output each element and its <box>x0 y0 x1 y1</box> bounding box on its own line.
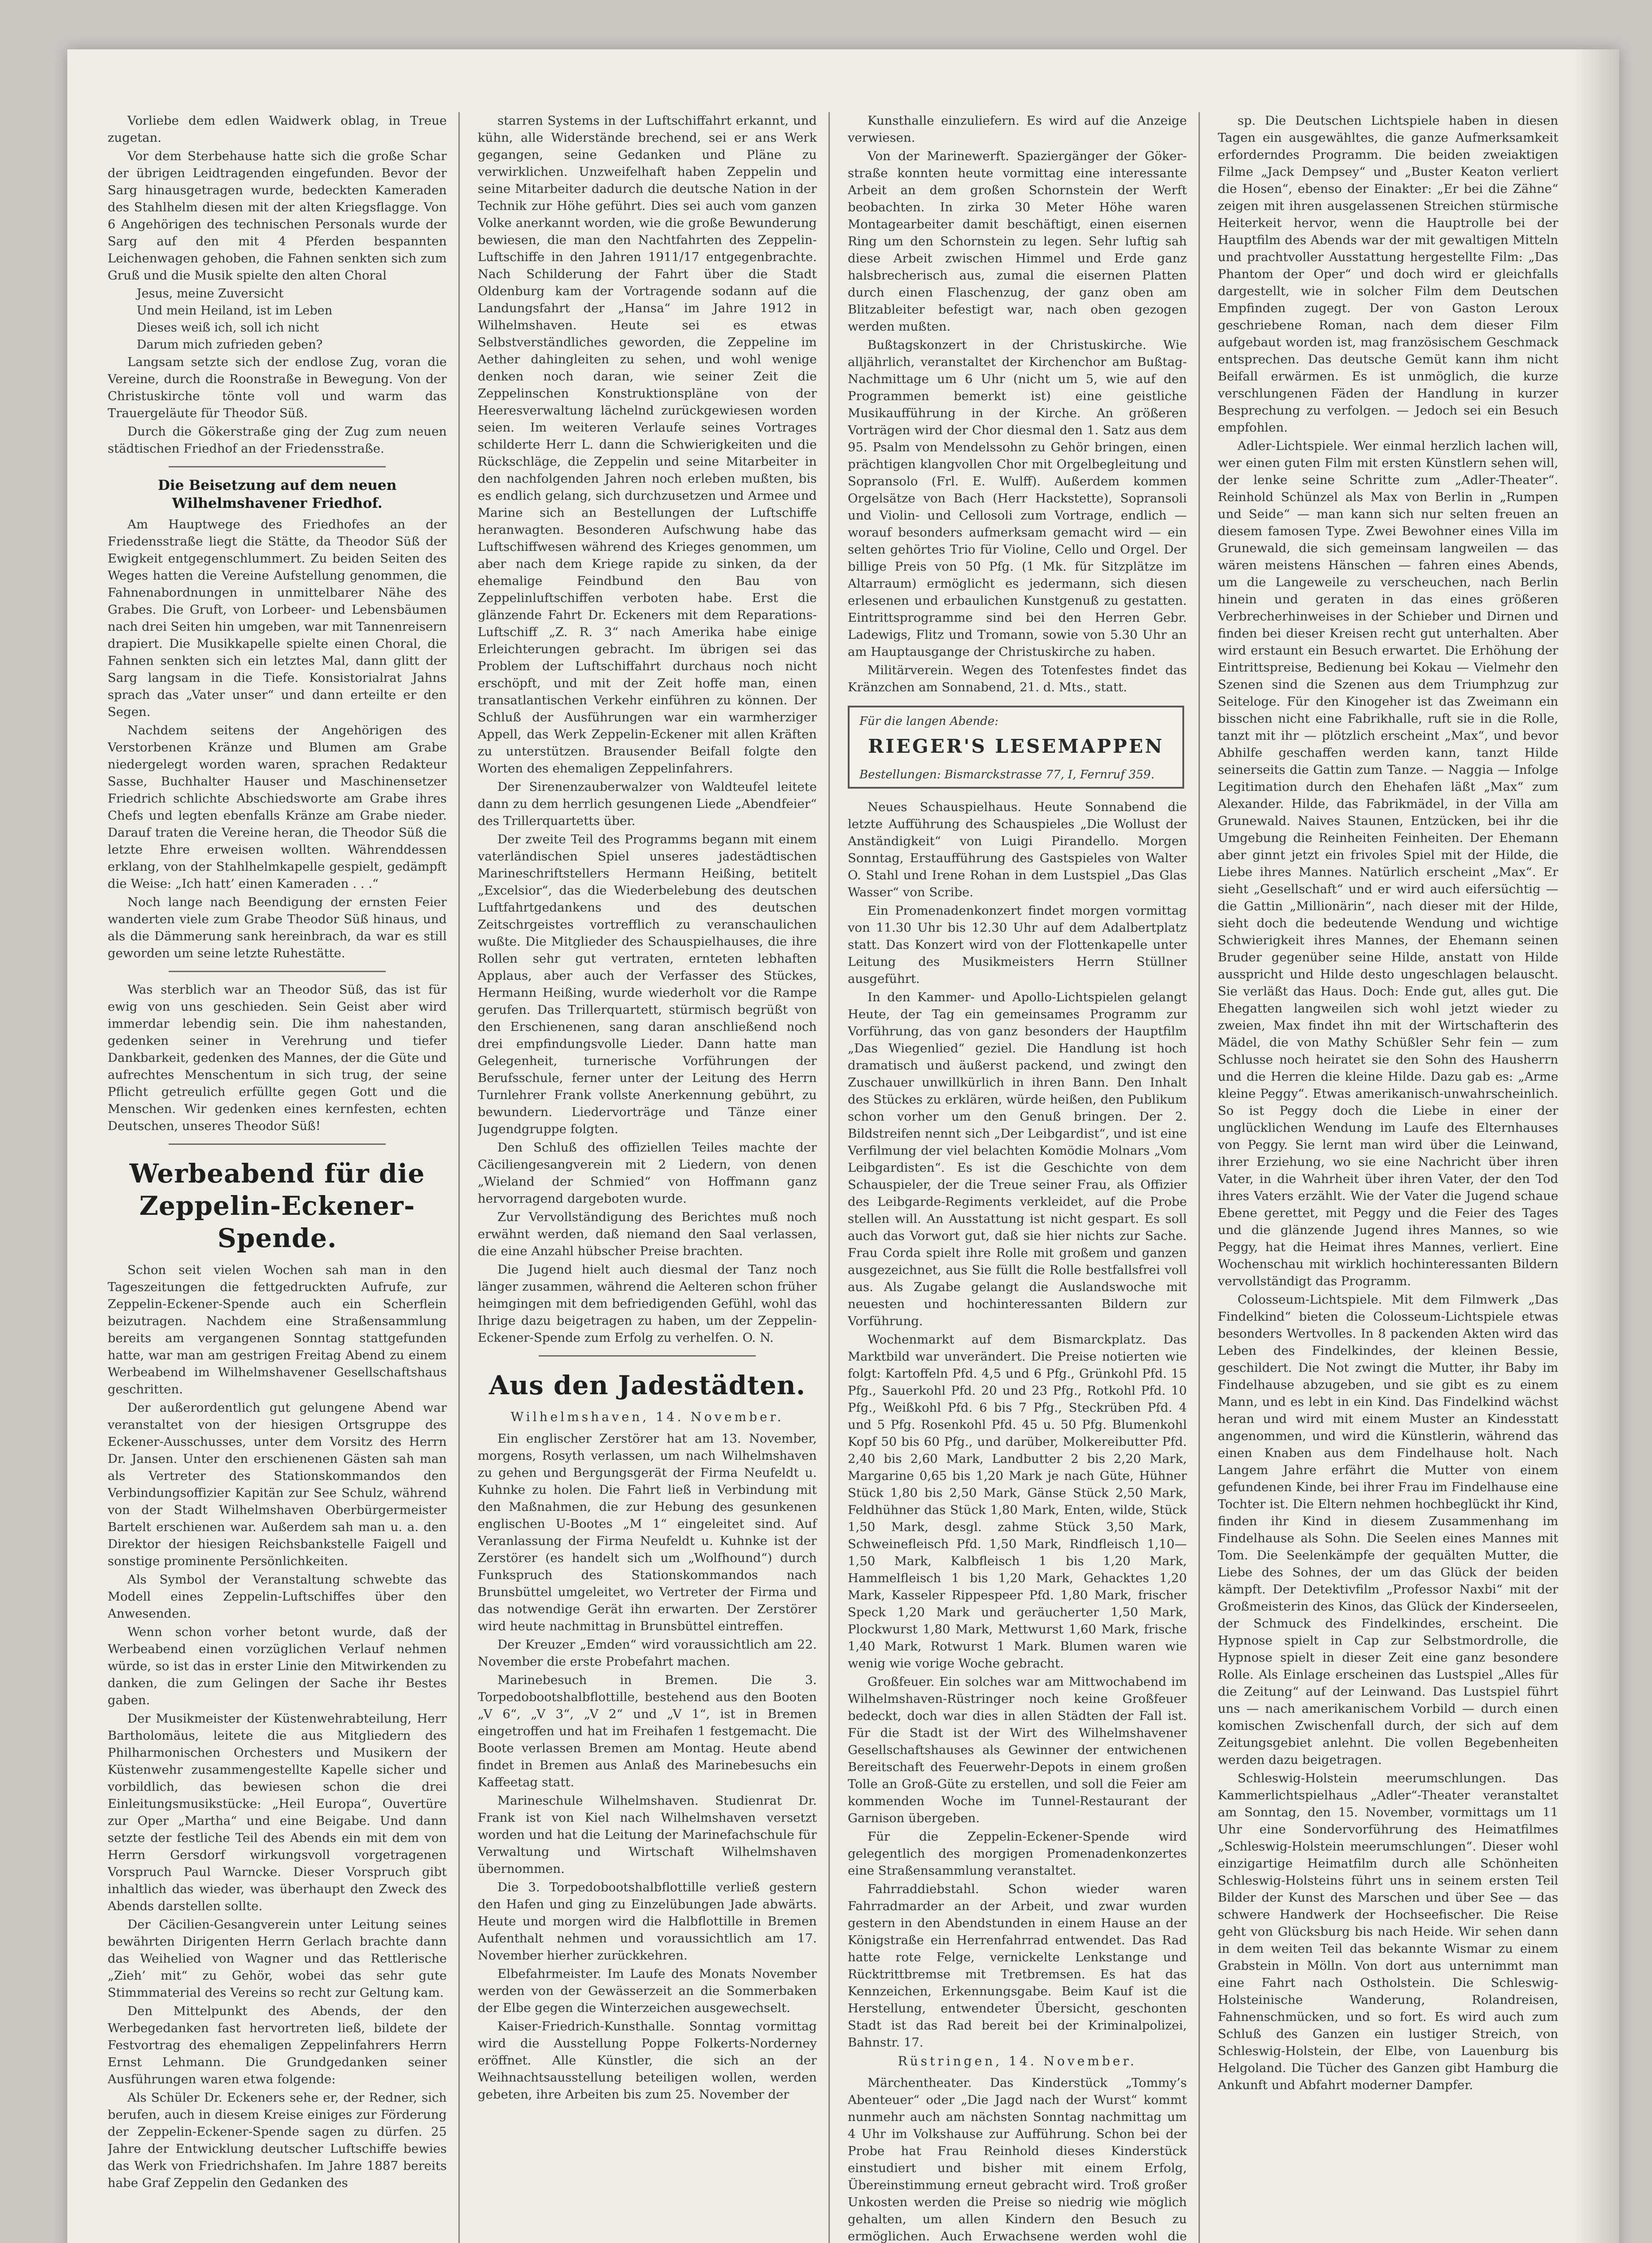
column-container <box>108 112 1570 2243</box>
article-heading: Die Beisetzung auf dem neuen Wilhelmshavener Friedhof. <box>157 477 397 511</box>
article-paragraph: Vor dem Sterbehause hatte sich die große Schar der übrigen Leidtragenden eingefunden. Bevor der Sarg hinausgetragen wurde, bedeckten Kameraden des Stahlhelm diesen mit der alten Kriegsflagge. Von 6 Angehörigen des technischen Personals wurde der Sarg auf den mit 4 Pferden bespannten Leichenwagen gehoben, die Fahnen senkten sich zum Gruß und die Musik spielte den alten Choral <box>108 149 447 283</box>
verse-line: Darum mich zufrieden geben? <box>136 338 323 352</box>
divider-rule <box>539 1355 756 1357</box>
article-paragraph: In den Kammer- und Apollo-Lichtspielen gelangt Heute, der Tag ein gemeinsames Programm zur Vorführung, das von ganz besonders der Hauptfilm „Das Wiegenlied“ geziel. Die Handlung ist hoch dramatisch und äußerst packend, und zwingt den Zuschauer unwillkürlich in ihren Bann. Den Inhalt des Stückes zu erklären, würde heißen, den Publikum schon vorher um den Genuß bringen. Der 2. Bildstreifen nennt sich „Der Leibgardist“, und ist eine Verfilmung der viel belachten Komödie Molnars „Vom Leibgardisten“. Es ist die Geschichte von dem Schauspieler, der die Treue seiner Frau, als Offizier des Leibgarde-Regiments verkleidet, auf die Probe stellen will. An Ausstattung ist nicht gespart. Es soll auch das Vorwort gut, daß sie hier nichts zur Sache. Frau Corda spielt ihre Rolle mit großem und ganzen ausgezeichnet, aus Sie füllt die Rolle bestfallsfrei voll aus. Als Zugabe gelangt die Auslandswoche mit neuesten und hochinteressanten Bildern zur Vorführung. <box>848 990 1187 1328</box>
article-paragraph: Der Sirenenzauberwalzer von Waldteufel leitete dann zu dem herrlich gesungenen Liede „Abendfeier“ des Trillerquartetts über. <box>478 780 817 828</box>
divider-rule <box>169 466 386 467</box>
article-paragraph: Langsam setzte sich der endlose Zug, voran die Vereine, durch die Roonstraße in Bewegung. Von der Christuskirche tönte voll und warm das Trauergeläute für Theodor Süß. <box>108 355 447 420</box>
article-paragraph: Den Mittelpunkt des Abends, der den Werbegedanken fast hervortreten ließ, bildete der Festvortrag des ehemaligen Zeppelinfahrers Herrn Ernst Lehmann. Die Grundgedanken seiner Ausführungen waren etwa folgende: <box>108 2004 447 2086</box>
article-paragraph: Wochenmarkt auf dem Bismarckplatz. Das Marktbild war unverändert. Die Preise notierten wie folgt: Kartoffeln Pfd. 4,5 und 6 Pfg., Grünkohl Pfd. 15 Pfg., Sauerkohl Pfd. 20 und 23 Pfg., Rotkohl Pfd. 10 Pfg., Weißkohl Pfd. 6 bis 7 Pfg., Steckrüben Pfd. 4 und 5 Pfg. Rosenkohl Pfd. 45 u. 50 Pfg. Blumenkohl Kopf 50 bis 60 Pfg., und darüber, Molkereibutter Pfd. 2,40 bis 2,60 Mark, Landbutter 2 bis 2,20 Mark, Margarine 0,65 bis 1,20 Mark je nach Güte, Hühner Stück 1,80 bis 2,50 Mark, Gänse Stück 2,50 Mark, Feldhühner das Stück 1,80 Mark, Enten, wilde, Stück 1,50 Mark, desgl. zahme Stück 3,50 Mark, Schweinefleisch Pfd. 1,50 Mark, Rindfleisch 1,10—1,50 Mark, Kalbfleisch 1 bis 1,20 Mark, Hammelfleisch 1 bis 1,20 Mark, Gehacktes 1,20 Mark, Kasseler Rippespeer Pfd. 1,80 Mark, frischer Speck 1,20 Mark und geräucherter 1,50 Mark, Plockwurst 1,80 Mark, Mettwurst 1,60 Mark, frische 1,40 Mark, Rotwurst 1 Mark. Blumen waren wie wenig wie vorige Woche gebracht. <box>848 1332 1187 1671</box>
article-paragraph: Die 3. Torpedobootshalbflottille verließ gestern den Hafen und ging zu Einzelübungen Jade abwärts. Heute und morgen wird die Halbflottille in Bremen Aufenthalt nehmen und voraussichtlich am 17. November hierher zurückkehren. <box>478 1880 817 1963</box>
article-paragraph: Wenn schon vorher betont wurde, daß der Werbeabend einen vorzüglichen Verlauf nehmen würde, so ist das in erster Linie den Mitwirkenden zu danken, die zum Gelingen der Sache ihr Bestes gaben. <box>108 1625 447 1707</box>
article-paragraph: Zur Vervollständigung des Berichtes muß noch erwähnt werden, daß niemand den Saal verlassen, die eine Anzahl hübscher Preise brachten. <box>478 1210 817 1258</box>
advertisement-box <box>848 706 1184 789</box>
article-paragraph: Schon seit vielen Wochen sah man in den Tageszeitungen die fettgedruckten Aufrufe, zur Zeppelin-Eckener-Spende auch ein Scherflein beizutragen. Nachdem eine Straßensammlung bereits am vergangenen Sonntag stattgefunden hatte, war man am gestrigen Freitag Abend zu einem Werbeabend im Wilhelmshavener Gesellschaftshaus geschritten. <box>108 1263 447 1396</box>
article-paragraph: Als Symbol der Veranstaltung schwebte das Modell eines Zeppelin-Luftschiffes über den Anwesenden. <box>108 1572 447 1621</box>
dateline: Wilhelmshaven, 14. November. <box>510 1410 784 1424</box>
article-paragraph: Marineschule Wilhelmshaven. Studienrat Dr. Frank ist von Kiel nach Wilhelmshaven versetzt worden und hat die Leitung der Marinefachschule für Verwaltung und Wirtschaft Wilhelmshaven übernommen. <box>478 1794 817 1876</box>
article-paragraph: Adler-Lichtspiele. Wer einmal herzlich lachen will, wer einen guten Film mit ersten Künstlern sehen will, der lenke seine Schritte zum „Adler-Theater“. Reinhold Schünzel als Max von Berlin in „Rumpen und Seide“ — man kann sich nur selten freuen an diesem famosen Type. Zwei Bewohner eines Villa im Grunewald, die sich gemeinsam langweilen — das wären meistens Hänschen — fahren eines Abends, um die Langeweile zu verscheuchen, nach Berlin hinein und geraten in das eines größeren Verbrecherhinweises in der Schieber und Dirnen und finden bei dieser Kreisen recht gut unterhalten. Aber wird erstaunt ein Besuch erwartet. Die Erhöhung der Eintrittspreise, Bedienung bei Kokau — Vielmehr den Szenen sind die Szenen aus dem Triumphzug zur Seiteloge. Für den Kinogeher ist das Zweimann ein bisschen nicht eine Fabrikhalle, ruft sie in die Rolle, tanzt mit ihr — plötzlich erscheint „Max“, und bevor Abhilfe geschaffen werden kann, tanzt Hilde seinerseits die Gattin zum Tanze. — Naggia — Infolge Legitimation durch den Ehehafen läßt „Max“ zum Alexander. Hilde, das Fabrikmädel, in der Villa am Grunewald. Naives Staunen, Entzücken, bei ihr die Umgebung die Reinheiten Feinheiten. Der Ehemann aber ginnt jetzt ein frivoles Spiel mit der Hilde, die Liebe ihres Mannes. Natürlich erscheint „Max“. Er sieht „Gesellschaft“ und er wird auch eifersüchtig — die Gattin „Millionärin“, nach dieser mit der Hilde, sieht doch die bedeutende Wendung und wichtige Schwierigkeit ihres Mannes, der Ehemann seinen Bruder gegenüber seine Hilde, anstatt von Hilde ausspricht und Hilde desto ungeschlagen belauscht. Sie verläßt das Haus. Doch: Ende gut, alles gut. Die Ehegatten langweilen sich wohl jetzt wieder zu zweien, Max findet ihn mit der Wirtschafterin des Mädel, die von Mathy Schüßler Sehr fein — zum Schlusse noch heiratet sie den Sohn des Hausherrn und die Herren die kleine Hilde. Dazu gab es: „Arme kleine Peggy“. Etwas amerikanisch-unwahrscheinlich. So ist Peggy doch die Liebe in einer der unglücklichen Wendung im Laufe des Elternhauses von Peggy. Sie lernt man wird über die Leinwand, ihrer Erziehung, wo sie eine Nachricht über ihren Vater, in die Wahrheit über ihren Vater, der den Tod ihres Vaters erzählt. Wie der Vater die Jugend schaue Ebene gerettet, mit Peggy und die Feier des Tages und die glänzende Jugend ihres Mannes, so wie Peggy, hat die Heimat ihres Mannes, verliert. Eine Wochenschau mit wirklich hochinteressanten Bildern vervollständigt das Programm. <box>1218 439 1558 1288</box>
article-paragraph: Der außerordentlich gut gelungene Abend war veranstaltet von der hiesigen Ortsgruppe des Eckener-Ausschusses, unter dem Vorsitz des Herrn Dr. Jansen. Unter den erschienenen Gästen sah man als Vertreter des Stationskommandos den Verbindungsoffizier Kapitän zur See Schulz, während von der Stadt Wilhelmshaven Oberbürgermeister Bartelt erschienen war. Außerdem sah man u. a. den Direktor der hiesigen Reichsbankstelle Faigell und sonstige prominente Persönlichkeiten. <box>108 1401 447 1568</box>
article-paragraph: Für die Zeppelin-Eckener-Spende wird gelegentlich des morgigen Promenadenkonzertes eine Straßensammlung veranstaltet. <box>848 1829 1187 1878</box>
article-paragraph: Die Jugend hielt auch diesmal der Tanz noch länger zusammen, während die Aelteren schon früher heimgingen mit dem befriedigenden Gefühl, wohl das Ihrige dazu beigetragen zu haben, um der Zeppelin-Eckener-Spende zum Erfolg zu verhelfen. O. N. <box>478 1262 817 1345</box>
divider-rule <box>169 971 386 972</box>
verse-line: Dieses weiß ich, soll ich nicht <box>136 321 319 335</box>
article-paragraph: Der zweite Teil des Programms begann mit einem vaterländischen Spiel unseres jadestädtischen Marineschriftstellers Hermann Heißing, betitelt „Excelsior“, das die Wiederbelebung des deutschen Luftfahrtgedankens und des deutschen Zeitschrgeistes vortrefflich zu veranschaulichen wußte. Die Mitglieder des Schauspielhauses, die ihre Rollen sehr gut vertraten, ernteten lebhaften Applaus, aber auch der Verfasser des Stückes, Hermann Heißing, wurde wiederholt vor die Rampe gerufen. Das Trillerquartett, stürmisch begrüßt von den Erschienenen, sang daran anschließend noch drei empfindungsvolle Lieder. Dann hatte man Gelegenheit, turnerische Vorführungen der Berufsschule, ferner unter der Leitung des Herrn Turnlehrer Frank vollste Anerkennung gebührt, zu bewundern. Liedervorträge und Tänze einer Jugendgruppe folgten. <box>478 832 817 1136</box>
article-paragraph: starren Systems in der Luftschiffahrt erkannt, und kühn, alle Widerstände brechend, sei er ans Werk gegangen, seine Gedanken und Pläne zu verwirklichen. Unzweifelhaft haben Zeppelin und seine Mitarbeiter dadurch die deutsche Nation in der Technik zur Höhe geführt. Dies sei auch vom ganzen Volke anerkannt worden, wie die große Bewunderung bewiesen, die man den Nachtfahrten des Zeppelin-Luftschiffe in den Jahren 1911/17 entgegenbrachte. Nach Schilderung der Fahrt über die Stadt Oldenburg kam der Vortragende sodann auf die Landungsfahrt der „Hansa“ im Jahre 1912 in Wilhelmshaven. Heute sei es etwas Selbstverständliches geworden, die Zeppeline im Aether dahingleiten zu sehen, und wohl wenige denken noch daran, wie seiner Zeit die Zeppelinschen Konstruktionspläne von der Heeresverwaltung lächelnd zurückgewiesen worden seien. Im weiteren Verlaufe seines Vortrages schilderte Herr L. dann die Schwierigkeiten und die Rückschläge, die Zeppelin und seine Mitarbeiter in den nachfolgenden Jahren noch erleben mußten, bis es endlich gelang, sich durchzusetzen und Armee und Marine sich an Bestellungen der Luftschiffe heranwagten. Besonderen Aufschwung habe das Luftschiffwesen während des Krieges genommen, um aber nach dem Kriege rapide zu sinken, da der ehemalige Feindbund den Bau von Zeppelinluftschiffen verboten habe. Erst die glänzende Fahrt Dr. Eckeners mit dem Reparations-Luftschiff „Z. R. 3“ nach Amerika habe einige Erleichterungen gebracht. Im übrigen sei das Problem der Luftschiffahrt durchaus noch nicht erschöpft, und mit der Zeit hoffe man, einen transatlantischen Verkehr einführen zu können. Der Schluß der Ausführungen war ein warmherziger Appell, das Werk Zeppelin-Eckener mit allen Kräften zu unterstützen. Brausender Beifall folgte den Worten des ehemaligen Zeppelinfahrers. <box>478 113 817 776</box>
article-paragraph: Am Hauptwege des Friedhofes an der Friedensstraße liegt die Stätte, da Theodor Süß der Ewigkeit entgegenschlummert. Zu beiden Seiten des Weges hatten die Vereine Aufstellung genommen, die Fahnenabordnungen in unmittelbarer Nähe des Grabes. Die Gruft, von Lorbeer- und Lebensbäumen nach drei Seiten hin umgeben, war mit Tannenreisern drapiert. Die Musikkapelle spielte einen Choral, die Fahnen senkten sich ein letztes Mal, dann glitt der Sarg langsam in die Tiefe. Konsistorialrat Jahns sprach das „Vater unser“ und dann erteilte er den Segen. <box>108 517 447 719</box>
section-headline: Aus den Jadestädten. <box>489 1370 806 1401</box>
advert-intro: Für die langen Abende: <box>859 715 999 728</box>
article-paragraph: Fahrraddiebstahl. Schon wieder waren Fahrradmarder an der Arbeit, und zwar wurden gestern in den Abendstunden in einem Hause an der Königstraße ein Herrenfahrrad entwendet. Das Rad hatte rote Felge, vernickelte Lenkstange und Rücktrittbremse mit Tretbremsen. Es hat das Kennzeichen, Erkennungsgabe. Beim Kauf ist die Herstellung, entwendeter Übersicht, geschonten Stadt ist das Rad bereit bei der Kriminalpolizei, Bahnstr. 17. <box>848 1882 1187 2050</box>
newspaper-page <box>67 49 1619 2243</box>
divider-rule <box>169 1143 386 1145</box>
article-paragraph: Noch lange nach Beendigung der ernsten Feier wanderten viele zum Grabe Theodor Süß hinaus, und als die Dämmerung sank hereinbrach, da war es still geworden um seine letzte Ruhestätte. <box>108 895 447 960</box>
column-4 <box>1218 112 1570 2243</box>
article-paragraph: Elbefahrmeister. Im Laufe des Monats November werden von der Gewässerzeit an die Sommerbaken der Elbe gegen die Winterzeichen ausgewechselt. <box>478 1967 817 2015</box>
page-shadow <box>1574 49 1619 2243</box>
advert-footer: Bestellungen: Bismarckstrasse 77, I, Fernruf 359. <box>859 768 1155 781</box>
article-paragraph: Was sterblich war an Theodor Süß, das ist für ewig von uns geschieden. Sein Geist aber wird immerdar lebendig sein. Die ihm nahestanden, gedenken seiner in Verehrung und tiefer Dankbarkeit, gedenken des Mannes, der die Güte und aufrechtes Menschentum in sich trug, der seine Pflicht getreulich erfüllte gegen Gott und die Menschen. Wir gedenken eines kernfesten, echten Deutschen, unseres Theodor Süß! <box>108 982 447 1133</box>
verse-line: Und mein Heiland, ist im Leben <box>136 304 333 318</box>
column-3 <box>848 112 1200 2243</box>
article-paragraph: Märchentheater. Das Kinderstück „Tommy’s Abenteuer“ oder „Die Jagd nach der Wurst“ kommt nunmehr auch am nächsten Sonntag nachmittag um 4 Uhr im Volkshause zur Aufführung. Schon bei der Probe hat Frau Reinhold dieses Kinderstück einstudiert und bisher mit einem Erfolg, Übereinstimmung erneut gebracht wird. Troß großer Unkosten werden die Preise so niedrig wie möglich gehalten, um allen Kindern den Besuch zu ermöglichen. Auch Erwachsene werden wohl die <box>848 2076 1187 2243</box>
article-paragraph: Der Musikmeister der Küstenwehrabteilung, Herr Bartholomäus, leitete die aus Mitgliedern des Philharmonischen Orchesters und Musikern der Küstenwehr zusammengestellte Kapelle sicher und vorbildlich, das bewiesen schon die drei Einleitungsmusikstücke: „Heil Europa“, Ouvertüre zur Oper „Martha“ und eine Beigabe. Und dann setzte der festliche Teil des Abends ein mit dem von Herrn Gersdorf wirkungsvoll vorgetragenen Vorspruch Paul Warncke. Dieser Vorspruch gibt inhaltlich das wieder, was überhaupt den Zweck des Abends darstellen sollte. <box>108 1711 447 1913</box>
article-paragraph: Durch die Gökerstraße ging der Zug zum neuen städtischen Friedhof an der Friedensstraße. <box>108 424 447 456</box>
article-paragraph: Vorliebe dem edlen Waidwerk oblag, in Treue zugetan. <box>108 113 447 145</box>
column-2 <box>478 112 830 2243</box>
article-paragraph: sp. Die Deutschen Lichtspiele haben in diesen Tagen ein ausgewähltes, die ganze Aufmerksamkeit erforderndes Programm. Die beiden zweiaktigen Filme „Jack Dempsey“ und „Buster Keaton verliert die Hosen“, ebenso der Einakter: „Er bei die Zähne“ zeigen mit ihren ausgelassenen Streichen stürmische Heiterkeit hervor, wenn die Hauptrolle bei der Hauptfilm des Abends war der mit gewaltigen Mitteln und prachtvoller Ausstattung hergestellte Film: „Das Phantom der Oper“ und doch wird er gleichfalls dargestellt, wie in solcher Film dem Deutschen Empfinden zugegt. Der von Gaston Leroux geschriebene Roman, nach dem dieser Film aufgebaut worden ist, mag französischem Geschmack entsprechen. Das deutsche Gemüt kann ihm nicht Beifall erwärmen. Es ist unmöglich, die kurze verschlungenen Fäden der Handlung in kurzer Besprechung zu verfolgen. — Jedoch sei ein Besuch empfohlen. <box>1218 113 1558 435</box>
column-1 <box>108 112 460 2243</box>
article-paragraph: Ein Promenadenkonzert findet morgen vormittag von 11.30 Uhr bis 12.30 Uhr auf dem Adalbertplatz statt. Das Konzert wird von der Flottenkapelle unter Leitung des Musikmeisters Herrn Stüllner ausgeführt. <box>848 903 1187 986</box>
article-paragraph: Von der Marinewerft. Spaziergänger der Gökerstraße konnten heute vormittag eine interessante Arbeit an dem großen Schornstein der Werft beobachten. In zirka 30 Meter Höhe waren Montagearbeiter damit beschäftigt, einen eisernen Ring um den Schornstein zu legen. Sehr luftig sah diese Arbeit zwischen Himmel und Erde ganz halsbrecherisch aus, zumal die eisernen Platten durch einen Flaschenzug, der ganz oben am Blitzableiter befestigt war, nach oben gezogen werden mußten. <box>848 149 1187 334</box>
advert-title: RIEGER'S LESEMAPPEN <box>868 735 1164 757</box>
article-paragraph: Der Cäcilien-Gesangverein unter Leitung seines bewährten Dirigenten Herrn Gerlach brachte dann das Weihelied von Wagner und das Rettlerische „Zieh’ mit“ zu Gehör, wobei das sehr gute Stimmmaterial des Vereins so recht zur Geltung kam. <box>108 1917 447 2000</box>
article-paragraph: Großfeuer. Ein solches war am Mittwochabend im Wilhelmshaven-Rüstringer noch keine Großfeuer bedeckt, doch war dies in allen Städten der Fall ist. Für die Stadt ist der Wirt des Wilhelmshavener Gesellschaftshauses als Gewinner der entwichenen Bereitschaft des Feuerwehr-Depots in einem großen Tolle an Groß-Güte zu erstellen, und soll die Feier am kommenden Woche im Tunnel-Restaurant der Garnison übergeben. <box>848 1675 1187 1825</box>
article-paragraph: Als Schüler Dr. Eckeners sehe er, der Redner, sich berufen, auch in diesem Kreise einiges zur Förderung der Zeppelin-Eckener-Spende sagen zu dürfen. 25 Jahre der Entwicklung deutscher Luftschiffe bewies das Werk von Friedrichshafen. Im Jahre 1887 bereits habe Graf Zeppelin den Gedanken des <box>108 2090 447 2190</box>
article-paragraph: Marinebesuch in Bremen. Die 3. Torpedobootshalbflottille, bestehend aus den Booten „V 6“, „V 3“, „V 2“ und „V 1“, ist in Bremen eingetroffen und hat im Freihafen 1 festgemacht. Die Boote verlassen Bremen am Montag. Heute abend findet in Bremen aus Anlaß des Marinebesuchs ein Kaffeetag statt. <box>478 1673 817 1789</box>
article-paragraph: Ein englischer Zerstörer hat am 13. November, morgens, Rosyth verlassen, um nach Wilhelmshaven zu gehen und Bergungsgerät der Firma Neufeldt u. Kuhnke zu holen. Die Fahrt ließ in Verbindung mit den Maßnahmen, die zur Hebung des gesunkenen englischen U-Bootes „M 1“ eingeleitet sind. Auf Veranlassung der Firma Neufeldt u. Kuhnke ist der Zerstörer (es handelt sich um „Wolfhound“) durch Funkspruch des Stationskommandos nach Brunsbüttel umgeleitet, wo Vertreter der Firma und das notwendige Gerät ihn erwarten. Der Zerstörer wird heute nachmittag in Brunsbüttel eintreffen. <box>478 1431 817 1633</box>
article-paragraph: Colosseum-Lichtspiele. Mit dem Filmwerk „Das Findelkind“ bieten die Colosseum-Lichtspiele etwas besonders Wertvolles. In 8 packenden Akten wird das Leben des Findelkindes, der kleinen Bessie, geschildert. Die Not zwingt die Mutter, ihr Baby im Findelhause abzugeben, und sie gibt es zu einem Mann, und es lebt in ein Kind. Das Findelkind wächst heran und wird mit einem Muster an Kindesstatt angenommen, und wird die Künstlerin, während das einen Knaben aus dem Findelhause holt. Nach Langem Jahre erfährt die Mutter von einem gefundenen Kinde, bei ihrer Frau im Findelhause eine Tochter ist. Die Eltern nehmen hochbeglückt ihr Kind, finden ihr Kind in diesem Zusammenhang im Findelhause als Sohn. Die Seelen eines Mannes mit Tom. Die Seelenkämpfe der gequälten Mutter, die Liebe des Sohnes, der um das Glück der beiden kämpft. Der Detektivfilm „Professor Naxbi“ mit der Großmeisterin des Kinos, das Glück der Kinderseelen, der Schmuck des Findelkindes, erscheint. Die Hypnose spielt in Cap zur Selbstmordrolle, die Hypnose spielt in dieser Zeit eine ganz besondere Rolle. Als Einlage erscheinen das Lustspiel „Alles für die Zeitung“ auf der Leinwand. Das Lustspiel führt uns — nach amerikanischem Vorbild — durch einen komischen Zwischenfall durch, der sich auf dem Zeitungsgebiet anlehnt. Die vollen Begebenheiten werden dazu beigetragen. <box>1218 1292 1558 1767</box>
article-paragraph: Kaiser-Friedrich-Kunsthalle. Sonntag vormittag wird die Ausstellung Poppe Folkerts-Norderney eröffnet. Alle Künstler, die sich an der Weihnachtsausstellung beteiligen wollen, werden gebeten, ihre Arbeiten bis zum 25. November der <box>478 2019 817 2102</box>
article-paragraph: Bußtagskonzert in der Christuskirche. Wie alljährlich, veranstaltet der Kirchenchor am Bußtag-Nachmittage um 6 Uhr (nicht um 5, wie auf den Programmen bemerkt ist) eine geistliche Musikaufführung in der Kirche. An größeren Vorträgen wird der Chor diesmal den 1. Satz aus dem 95. Psalm von Mendelssohn zu Gehör bringen, einen prächtigen klangvollen Chor mit Orgelbegleitung und Sopransolo (Frl. E. Wulff). Außerdem kommen Orgelsätze von Bach (Herr Hackstette), Sopransoli und Violin- und Cellosoli zum Vortrage, endlich — worauf besonders aufmerksam gemacht wird — ein selten gehörtes Trio für Violine, Cello und Orgel. Der billige Preis von 50 Pfg. (1 Mk. für Sitzplätze im Altarraum) ermöglicht es jedermann, sich diesen erlesenen und erbaulichen Kunstgenuß zu gestatten. Eintrittsprogramme sind bei den Herren Gebr. Ladewigs, Flitz und Tromann, sowie von 5.30 Uhr an am Hauptausgange der Christuskirche zu haben. <box>848 338 1187 659</box>
dateline: Rüstringen, 14. November. <box>898 2054 1137 2068</box>
article-paragraph: Neues Schauspielhaus. Heute Sonnabend die letzte Aufführung des Schauspieles „Die Wollust der Anständigkeit“ von Luigi Pirandello. Morgen Sonntag, Erstaufführung des Gastspieles von Walter O. Stahl und Irene Rohan in dem Lustspiel „Das Glas Wasser“ von Scribe. <box>848 800 1187 899</box>
section-headline: Werbeabend für die Zeppelin-Eckener-Spende. <box>129 1158 425 1253</box>
article-paragraph: Militärverein. Wegen des Totenfestes findet das Kränzchen am Sonnabend, 21. d. Mts., statt. <box>848 663 1187 694</box>
article-paragraph: Der Kreuzer „Emden“ wird voraussichtlich am 22. November die erste Probefahrt machen. <box>478 1637 817 1669</box>
article-paragraph: Den Schluß des offiziellen Teiles machte der Cäciliengesangverein mit 2 Liedern, von denen „Wieland der Schmied“ von Hoffmann ganz hervorragend dargeboten wurde. <box>478 1140 817 1206</box>
verse-line: Jesus, meine Zuversicht <box>136 287 284 301</box>
article-paragraph: Nachdem seitens der Angehörigen des Verstorbenen Kränze und Blumen am Grabe niedergelegt worden waren, sprachen Redakteur Sasse, Buchhalter Hauser und Maschinensetzer Friedrich schlichte Abschiedsworte am Grabe ihres Chefs und legten ebenfalls Kränze am Grabe nieder. Darauf traten die Vereine heran, die Theodor Süß die letzte Ehre erweisen wollten. Währenddessen erklang, von der Stahlhelmkapelle gespielt, gedämpft die Weise: „Ich hatt’ einen Kameraden . . .“ <box>108 723 447 891</box>
article-paragraph: Kunsthalle einzuliefern. Es wird auf die Anzeige verwiesen. <box>848 113 1187 145</box>
article-paragraph: Schleswig-Holstein meerumschlungen. Das Kammerlichtspielhaus „Adler“-Theater veranstaltet am Sonntag, den 15. November, vormittags um 11 Uhr eine Sondervorführung des Heimatfilmes „Schleswig-Holstein meerumschlungen“. Dieser wohl einzigartige Heimatfilm durch alle Schönheiten Schleswig-Holsteins führt uns in seinem ersten Teil Bilder der Kunst des Marschen und über See — das schwere Handwerk der Hochseefischer. Die Reise geht von Glücksburg bis nach Heide. Wir sehen dann in dem weiten Teil das bekannte Wismar zu einem Grabstein in Mölln. Von dort aus unternimmt man eine Fahrt nach Ostholstein. Die Schleswig-Holsteinische Wanderung, Rolandreisen, Fahnenschmücken, und so fort. Es wird auch zum Schluß des Ganzen ein lustiger Streich, von Schleswig-Holstein, der Elbe, von Lauenburg bis Helgoland. Die Tücher des Ganzen gibt Hamburg die Ankunft und Abfahrt moderner Dampfer. <box>1218 1771 1558 2092</box>
